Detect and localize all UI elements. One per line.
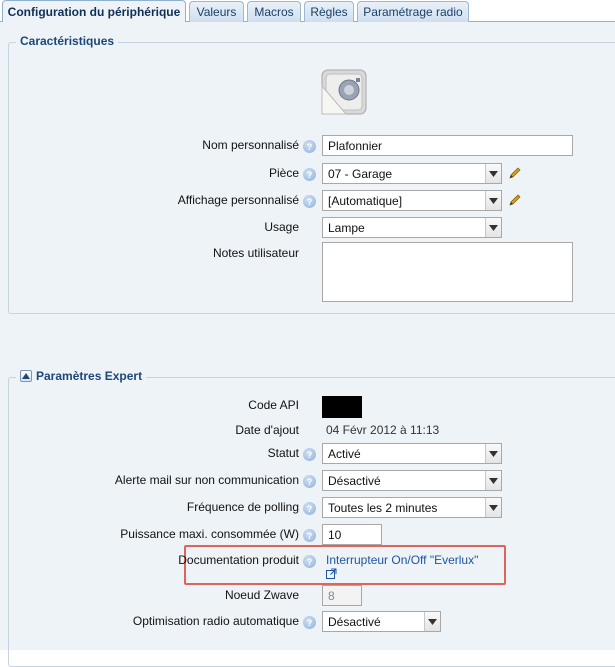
page-content [0, 22, 615, 650]
mail-alert-label: Alerte mail sur non communication [114, 473, 299, 487]
help-icon[interactable]: ? [303, 168, 316, 181]
help-icon[interactable]: ? [303, 448, 316, 461]
zwave-node-label: Noeud Zwave [224, 588, 299, 602]
tab-macros[interactable]: Macros [247, 1, 301, 22]
help-icon[interactable]: ? [303, 555, 316, 568]
product-doc-label: Documentation produit [178, 553, 299, 567]
date-added-label: Date d'ajout [235, 423, 299, 437]
help-icon[interactable]: ? [303, 195, 316, 208]
api-code-label: Code API [248, 398, 299, 412]
characteristics-title: Caractéristiques [16, 34, 118, 48]
tab-device-configuration[interactable]: Configuration du périphérique [2, 0, 186, 23]
edit-display-icon[interactable] [508, 193, 522, 207]
help-icon[interactable]: ? [303, 529, 316, 542]
custom-display-select[interactable]: [Automatique] [322, 190, 502, 211]
help-icon[interactable]: ? [303, 502, 316, 515]
chevron-down-icon [485, 471, 501, 490]
expert-title: Paramètres Expert [16, 369, 146, 383]
status-select[interactable]: Activé [322, 443, 502, 464]
edit-room-icon[interactable] [508, 166, 522, 180]
polling-select[interactable]: Toutes les 2 minutes [322, 497, 502, 518]
chevron-down-icon [485, 164, 501, 183]
room-select[interactable]: 07 - Garage [322, 163, 502, 184]
usage-label: Usage [264, 220, 299, 234]
tab-rules[interactable]: Règles [304, 1, 354, 22]
help-icon[interactable]: ? [303, 140, 316, 153]
user-notes-label: Notes utilisateur [212, 246, 299, 260]
user-notes-textarea[interactable] [322, 242, 573, 302]
chevron-down-icon [485, 444, 501, 463]
chevron-down-icon [485, 218, 501, 237]
tab-values[interactable]: Valeurs [189, 1, 244, 22]
tab-bar [0, 0, 615, 22]
usage-select[interactable]: Lampe [322, 217, 502, 238]
external-link-icon[interactable] [326, 568, 337, 579]
polling-label: Fréquence de polling [186, 500, 299, 514]
auto-radio-label: Optimisation radio automatique [132, 614, 299, 628]
custom-display-label: Affichage personnalisé [177, 193, 299, 207]
max-power-label: Puissance maxi. consommée (W) [120, 527, 299, 541]
room-label: Pièce [268, 166, 299, 180]
max-power-input[interactable]: 10 [322, 524, 382, 545]
api-code-value [322, 396, 362, 418]
custom-name-label: Nom personnalisé [202, 138, 299, 152]
chevron-down-icon [424, 612, 440, 631]
auto-radio-select[interactable]: Désactivé [322, 611, 441, 632]
date-added-value: 04 Févr 2012 à 11:13 [326, 423, 440, 437]
product-doc-link[interactable]: Interrupteur On/Off "Everlux" [326, 553, 479, 567]
help-icon[interactable]: ? [303, 475, 316, 488]
zwave-node-input: 8 [322, 585, 362, 606]
tab-radio-settings[interactable]: Paramétrage radio [357, 1, 469, 22]
chevron-down-icon [485, 498, 501, 517]
help-icon[interactable]: ? [303, 616, 316, 629]
custom-name-input[interactable]: Plafonnier [322, 135, 573, 156]
status-label: Statut [267, 446, 299, 460]
wall-switch-icon [316, 66, 372, 122]
collapse-icon[interactable] [20, 370, 32, 382]
mail-alert-select[interactable]: Désactivé [322, 470, 502, 491]
chevron-down-icon [485, 191, 501, 210]
